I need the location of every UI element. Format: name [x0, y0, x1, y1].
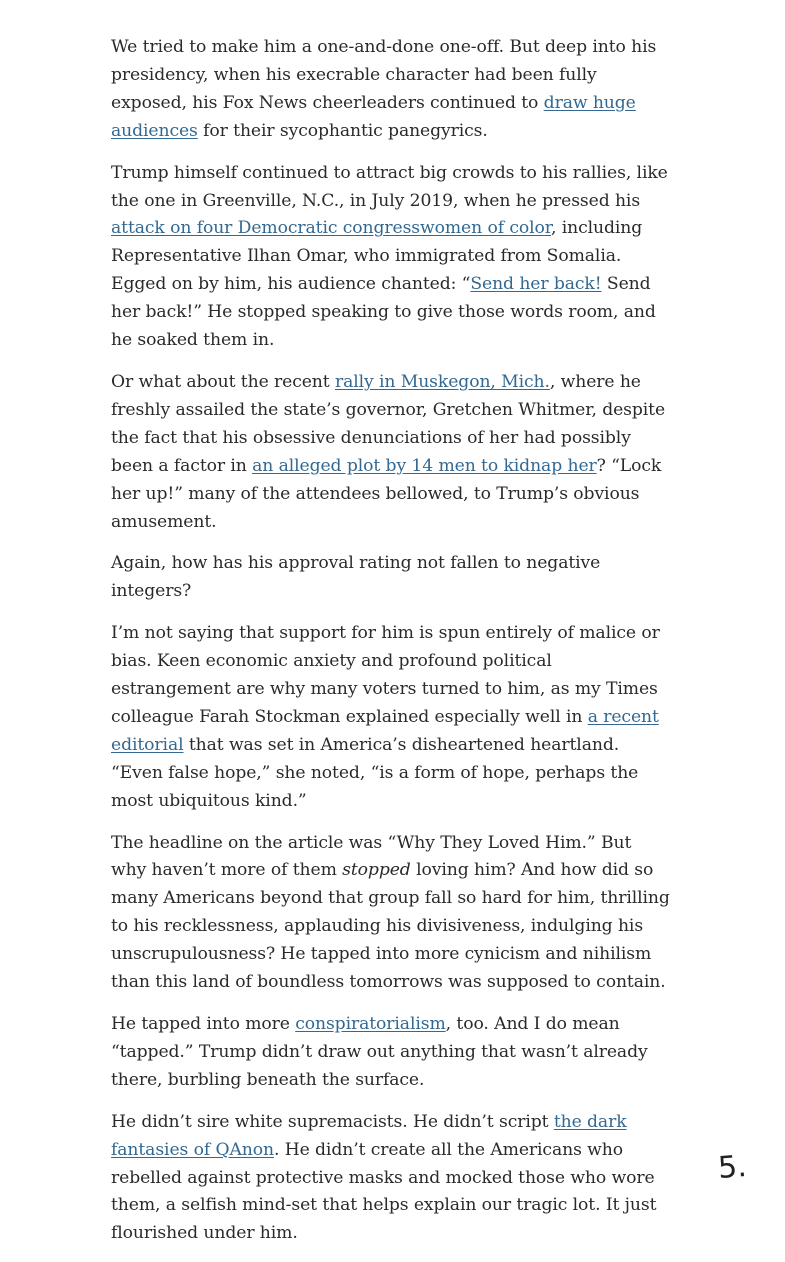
text-run: , where he freshly assailed the state’s governor, Gretchen Whitmer, despite the fact that his obsessive denunciations of her had possibly been a factor in: [111, 371, 666, 476]
link-qanon-fantasies[interactable]: the dark fantasies of QAnon: [111, 1111, 627, 1160]
article-body: [111, 34, 671, 1262]
text-run: Or what about the recent: [111, 371, 335, 392]
link-recent-editorial[interactable]: a recent editorial: [111, 706, 659, 755]
paragraph-6: [111, 830, 671, 997]
link-kidnap-plot[interactable]: an alleged plot by 14 men to kidnap her: [252, 455, 597, 476]
text-run: The headline on the article was “Why They Loved Him.” But why haven’t more of them: [111, 832, 632, 881]
text-run: ? “Lock her up!” many of the attendees bellowed, to Trump’s obvious amusement.: [111, 455, 662, 532]
text-run: for their sycophantic panegyrics.: [197, 120, 488, 141]
text-run: We tried to make him a one-and-done one-off. But deep into his presidency, when his execrable character had been fully exposed, his Fox News cheerleaders continued to: [111, 37, 657, 113]
italic-text: stopped: [342, 860, 411, 881]
text-run: . He didn’t create all the Americans who rebelled against protective masks and mocked those who wore them, a selfish mind-set that helps explain our tragic lot. It just flourished under him.: [111, 1139, 657, 1244]
text-run: I’m not saying that support for him is spun entirely of malice or bias. Keen economic anxiety and profound political estrangement are why many voters turned to him, as my Times colleague Farah Stockman explained especially well in: [111, 623, 660, 727]
handwritten-page-number: 5.: [716, 1149, 748, 1186]
link-send-her-back[interactable]: Send her back!: [470, 274, 602, 295]
paragraph-5: [111, 620, 671, 815]
paragraph-1: [111, 34, 671, 146]
link-draw-huge-audiences[interactable]: draw huge audiences: [111, 92, 636, 141]
paragraph-4: [111, 550, 671, 606]
text-run: He didn’t sire white supremacists. He didn’t script: [111, 1111, 554, 1132]
text-run: He tapped into more: [111, 1014, 296, 1034]
text-run: that was set in America’s disheartened heartland. “Even false hope,” she noted, “is a form of hope, perhaps the most ubiquitous kind.”: [111, 734, 639, 811]
paragraph-8: [111, 1109, 671, 1249]
link-rally-muskegon[interactable]: rally in Muskegon, Mich.: [334, 371, 550, 392]
text-run: , too. And I do mean “tapped.” Trump didn’t draw out anything that wasn’t already there, burbling beneath the surface.: [111, 1014, 648, 1090]
text-run: Send her back!” He stopped speaking to give those words room, and he soaked them in.: [111, 274, 656, 351]
text-run: Again, how has his approval rating not fallen to negative integers?: [111, 553, 601, 602]
paragraph-3: [111, 369, 671, 536]
paragraph-7: [111, 1011, 671, 1095]
link-attack-on-congresswomen[interactable]: attack on four Democratic congresswomen of color: [111, 218, 551, 239]
text-run: loving him? And how did so many Americans beyond that group fall so hard for him, thrilling to his recklessness, applauding his divisiveness, indulging his unscrupulousness? He tapped into more cynicism and nihilism than this land of boundless tomorrows was supposed to contain.: [111, 860, 670, 993]
paragraph-2: [111, 160, 671, 355]
text-run: Trump himself continued to attract big crowds to his rallies, like the one in Greenville, N.C., in July 2019, when he pressed his: [111, 162, 668, 211]
link-conspiratorialism[interactable]: conspiratorialism: [295, 1014, 446, 1034]
text-run: , including Representative Ilhan Omar, who immigrated from Somalia. Egged on by him, his audience chanted: “: [111, 218, 643, 295]
